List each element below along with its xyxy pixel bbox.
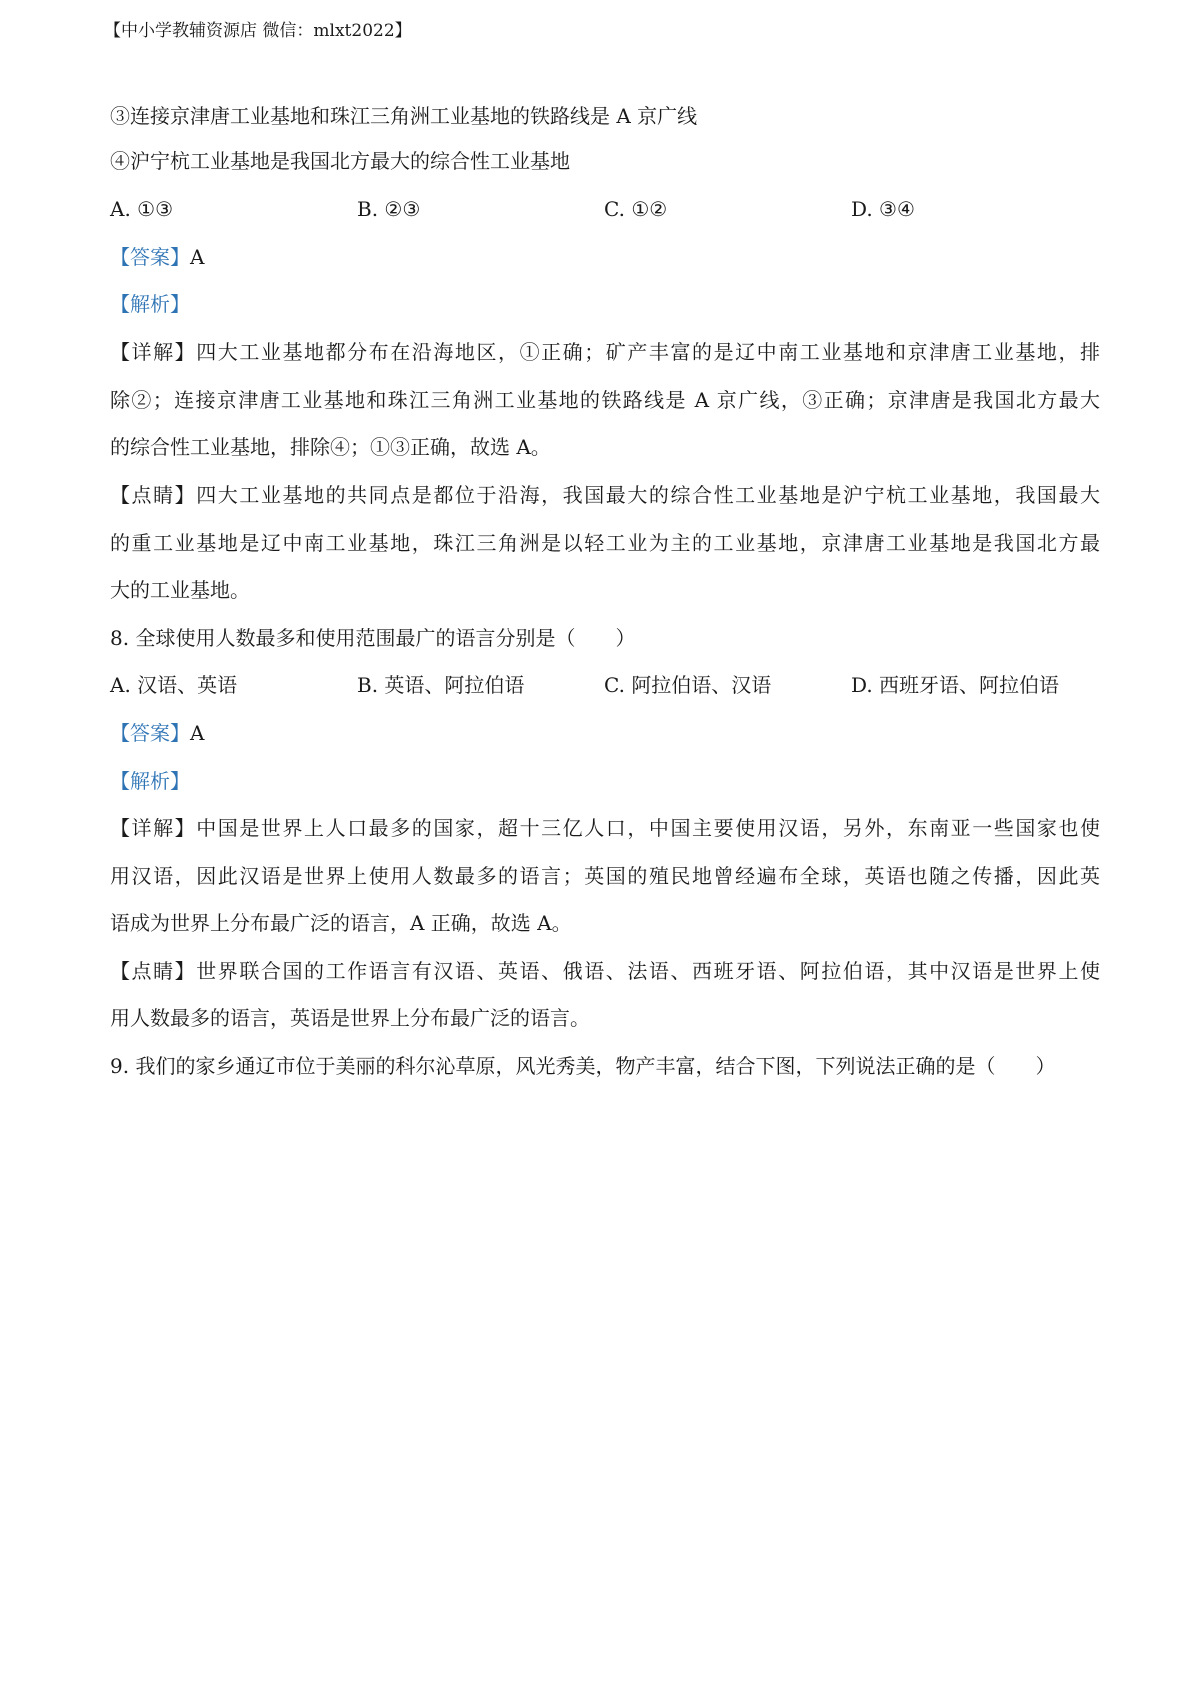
q8-option-d: D. 西班牙语、阿拉伯语: [851, 673, 1060, 697]
q9-question: 9. 我们的家乡通辽市位于美丽的科尔沁草原，风光秀美，物产丰富，结合下图，下列说法正确的是（ ）: [110, 1054, 1056, 1078]
answer-value: A: [190, 245, 205, 269]
q7-option-a: A. ①③: [110, 197, 174, 221]
q7-tip-line-1: 【点睛】四大工业基地的共同点是都位于沿海，我国最大的综合性工业基地是沪宁杭工业基地，我国最大: [110, 483, 1101, 507]
q7-statement-4: ④沪宁杭工业基地是我国北方最大的综合性工业基地: [110, 149, 570, 173]
q7-analysis-heading: [110, 294, 190, 314]
q8-tip-line-1: 【点睛】世界联合国的工作语言有汉语、英语、俄语、法语、西班牙语、阿拉伯语，其中汉语是世界上使: [110, 959, 1101, 983]
q8-analysis-heading: [110, 771, 190, 791]
detail-tag: 【详解】: [110, 340, 197, 364]
q7-detail-line-3: 的综合性工业基地，排除④；①③正确，故选 A。: [110, 435, 551, 459]
q7-option-b: B. ②③: [357, 197, 421, 221]
q8-detail-line-1: 【详解】中国是世界上人口最多的国家，超十三亿人口，中国主要使用汉语，另外，东南亚一些国家也使: [110, 816, 1101, 840]
q8-option-c: C. 阿拉伯语、汉语: [604, 673, 772, 697]
q7-option-c: C. ①②: [604, 197, 668, 221]
tip-tag: 【点睛】: [110, 959, 197, 983]
detail-tag: 【详解】: [110, 816, 197, 840]
watermark-header: 【中小学教辅资源店 微信：mlxt2022】: [104, 21, 412, 41]
answer-value: A: [190, 721, 205, 745]
q7-answer: [110, 247, 204, 267]
q8-detail-line-3: 语成为世界上分布最广泛的语言，A 正确，故选 A。: [110, 911, 572, 935]
q7-detail-line-1: 【详解】四大工业基地都分布在沿海地区，①正确；矿产丰富的是辽中南工业基地和京津唐工业基地，排: [110, 340, 1101, 364]
q7-statement-3: ③连接京津唐工业基地和珠江三角洲工业基地的铁路线是 A 京广线: [110, 104, 698, 128]
q7-detail-line-2: 除②；连接京津唐工业基地和珠江三角洲工业基地的铁路线是 A 京广线，③正确；京津唐是我国北方最大: [110, 388, 1100, 412]
q8-answer: [110, 723, 204, 743]
answer-tag: 【答案】: [110, 245, 190, 269]
q7-option-d: D. ③④: [851, 197, 915, 221]
q7-tip-line-3: 大的工业基地。: [110, 578, 250, 602]
q8-question: 8. 全球使用人数最多和使用范围最广的语言分别是（ ）: [110, 626, 636, 650]
analysis-tag: 【解析】: [110, 769, 190, 793]
q8-detail-line-2: 用汉语，因此汉语是世界上使用人数最多的语言；英国的殖民地曾经遍布全球，英语也随之传播，因此英: [110, 864, 1100, 888]
q7-tip-line-2: 的重工业基地是辽中南工业基地，珠江三角洲是以轻工业为主的工业基地，京津唐工业基地是我国北方最: [110, 531, 1100, 555]
q8-option-b: B. 英语、阿拉伯语: [357, 673, 525, 697]
q8-option-a: A. 汉语、英语: [110, 673, 238, 697]
analysis-tag: 【解析】: [110, 292, 190, 316]
tip-tag: 【点睛】: [110, 483, 197, 507]
answer-tag: 【答案】: [110, 721, 190, 745]
q8-tip-line-2: 用人数最多的语言，英语是世界上分布最广泛的语言。: [110, 1006, 590, 1030]
